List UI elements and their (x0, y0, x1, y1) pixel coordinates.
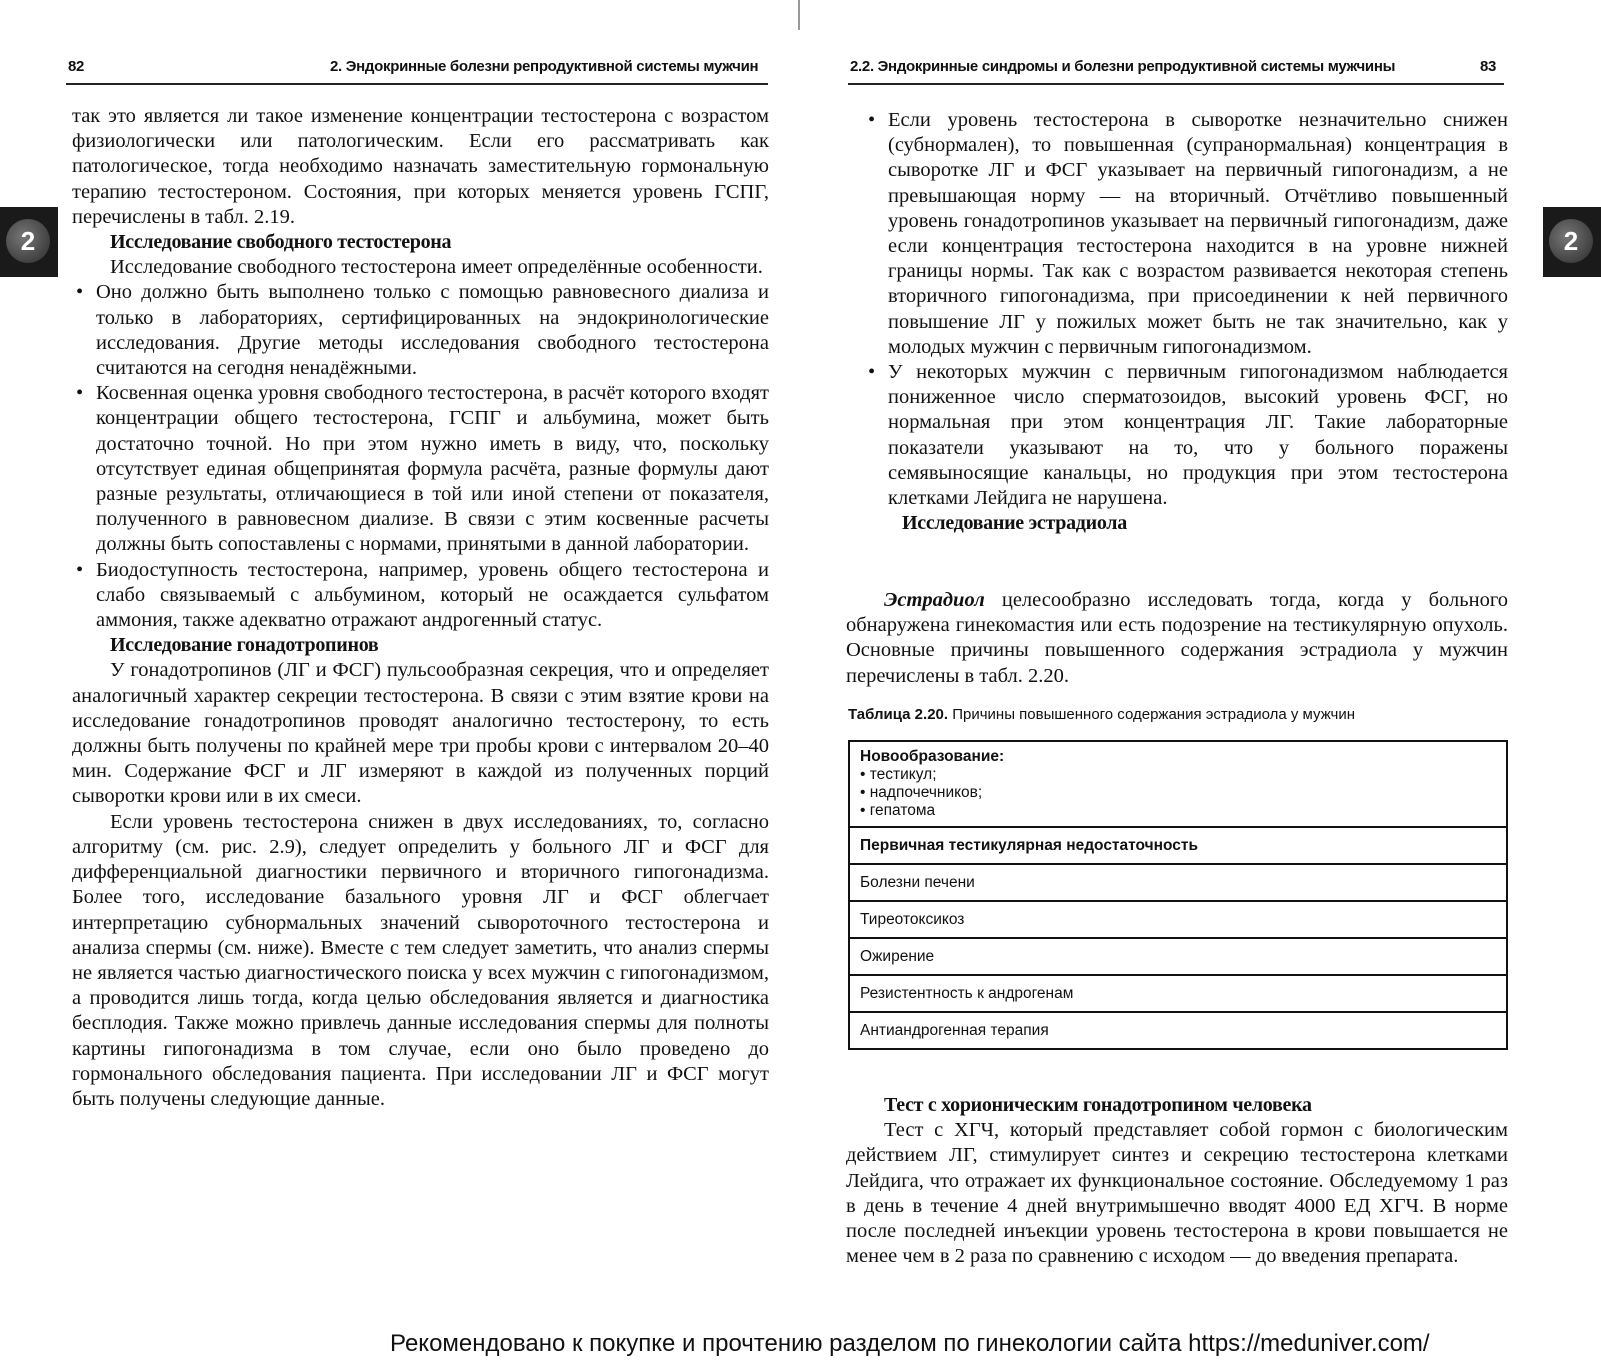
paragraph: так это является ли такое изменение концентрации тестостерона с возрастом физиологически или патологическим. Если его рассматривать как патологическое, тогда необходимо назначать заместительную гормональную терапию тестостероном. Состояния, при которых меняется уровень ГСПГ, перечислены в табл. 2.19. (72, 105, 769, 228)
table-first-list (860, 766, 1496, 820)
section-heading: Исследование свободного тестостерона (110, 231, 452, 254)
table-row (849, 827, 1507, 864)
left-body-text (72, 104, 769, 1112)
list-item: • Оно должно быть выполнено только с помощью равновесного диализа и только в лабораториях, сертифицированных на эндокринологические исследования. Другие методы исследования свободного тестостерона считаются на сегодня ненадёжными. (72, 280, 769, 381)
table-cell: Антиандрогенная терапия (849, 1012, 1507, 1049)
table-row (849, 938, 1507, 975)
section-heading: Исследование гонадотропинов (110, 634, 379, 657)
table-first-header: Новообразование: (860, 748, 1005, 765)
table-caption-text: Причины повышенного содержания эстрадиола у мужчин (948, 706, 1356, 723)
table-cell: Резистентность к андрогенам (849, 975, 1507, 1012)
table-row (849, 1012, 1507, 1049)
left-header-rule (66, 83, 768, 85)
section-heading: Исследование эстрадиола (902, 512, 1127, 535)
paragraph: У гонадотропинов (ЛГ и ФСГ) пульсообразная секреция, что и определяет аналогичный характер секреции тестостерона. В связи с этим взятие крови на исследование гонадотропинов проводят аналогично тестостерону, то есть должны быть получены по крайней мере три пробы крови с интервалом 20–40 мин. Содержание ФСГ и ЛГ измеряют в каждой из полученных порций сыворотки крови или в их смеси. (72, 659, 769, 808)
list-item: • Если уровень тестостерона в сыворотке незначительно снижен (субнормален), то повышенная (супранормальная) концентрация в сыворотке ЛГ и ФСГ указывает на первичный гипогонадизм, а не превышающая норму — на вторичный. Отчётливо повышенный уровень гонадотропинов указывает на первичный гипогонадизм, даже если концентрация тестостерона находится в на уровне нижней границы нормы. Так как с возрастом развивается некоторая степень вторичного гипогонадизма, при присоединении к ней первичного повышение ЛГ у пожилых может быть не так значительно, как у молодых мужчин с первичным гипогонадизмом. (864, 108, 1508, 360)
list-item: • Косвенная оценка уровня свободного тестостерона, в расчёт которого входят концентрации общего тестостерона, ГСПГ и альбумина, может быть достаточно точной. Но при этом нужно иметь в виду, что, поскольку отсутствует единая общепринятая формула расчёта, разные формулы дают разные результаты, отличающиеся в той или иной степени от показателя, полученного в равновесном диализе. В связи с этим косвенные расчеты должны быть сопоставлены с нормами, принятыми в данной лаборатории. (72, 381, 769, 557)
right-chapter-tab (1543, 207, 1601, 277)
table-list-item: • тестикул; (860, 766, 1496, 784)
estradiol-term: Эстрадиол (884, 589, 985, 611)
estradiol-paragraph (846, 588, 1508, 689)
estradiol-text: целесообразно исследовать тогда, когда у больного обнаружена гинекомастия или есть подозрение на тестикулярную опухоль. Основные причины повышенного содержания эстрадиола у мужчин перечислены в табл. 2.20. (846, 589, 1508, 687)
table-cell: Первичная тестикулярная недостаточность (849, 827, 1507, 864)
left-page-number: 82 (68, 58, 85, 75)
right-page (800, 0, 1601, 1330)
hcg-test-section (846, 1093, 1508, 1269)
paragraph: Тест с ХГЧ, который представляет собой гормон с биологическим действием ЛГ, стимулирует синтез и секрецию тестостерона клетками Лейдига, что отражает их функциональное состояние. Обследуемому 1 раз в день в течение 4 дней внутримышечно вводят 4000 ЕД ХГЧ. В норме после последней инъекции уровень тестостерона в крови повышается не менее чем в 2 раза по сравнению с исходом — до введения препарата. (846, 1119, 1508, 1268)
right-body-text (864, 108, 1508, 536)
table-row (849, 741, 1507, 827)
paragraph: Если уровень тестостерона снижен в двух исследованиях, то, согласно алгоритму (см. рис. 2.9), следует определить у больного ЛГ и ФСГ для дифференциальной диагностики первичного и вторичного гипогонадизма. Более того, исследование базального уровня ЛГ и ФСГ облегчает интерпретацию субнормальных значений сывороточного тестостерона и анализа спермы (см. ниже). Вместе с тем следует заметить, что анализ спермы не является частью диагностического поиска у всех мужчин с гипогонадизмом, а проводится лишь тогда, когда целью обследования является и диагностика бесплодия. Также можно привлечь данные исследования спермы для полноты картины гипогонадизма в том случае, если оно было проведено до гормонального обследования пациента. При исследовании ЛГ и ФСГ могут быть получены следующие данные. (72, 810, 769, 1110)
list-item: • Биодоступность тестостерона, например, уровень общего тестостерона и слабо связываемый с альбумином, который не осаждается сульфатом аммония, также адекватно отражают андрогенный статус. (72, 558, 769, 634)
list-item: • У некоторых мужчин с первичным гипогонадизмом наблюдается пониженное число сперматозоидов, высокий уровень ФСГ, но нормальная при этом концентрация ЛГ. Такие лабораторные показатели указывают на то, что у больного поражены семявыносящие канальцы, но продукция при этом тестостерона клетками Лейдига не нарушена. (864, 360, 1508, 511)
bullet-list (72, 280, 769, 633)
table-row (849, 901, 1507, 938)
table-cell: Ожирение (849, 938, 1507, 975)
bullet-list (864, 108, 1508, 511)
table-list-item: • надпочечников; (860, 784, 1496, 802)
table-row (849, 864, 1507, 901)
footer-recommendation: Рекомендовано к покупке и прочтению разделом по гинекологии сайта https://meduniver.com/ (390, 1330, 1430, 1357)
right-page-number: 83 (1480, 58, 1497, 75)
left-chapter-tab (0, 207, 58, 277)
table-cell-neoplasm (849, 741, 1507, 827)
paragraph: Исследование свободного тестостерона имеет определённые особенности. (110, 256, 763, 279)
left-running-header: 2. Эндокринные болезни репродуктивной системы мужчин (330, 58, 759, 75)
left-chapter-tab-number: 2 (6, 219, 50, 263)
estradiol-causes-table (848, 740, 1508, 1050)
table-caption (848, 706, 1355, 723)
table-cell: Болезни печени (849, 864, 1507, 901)
table-row (849, 975, 1507, 1012)
right-running-header: 2.2. Эндокринные синдромы и болезни репродуктивной системы мужчины (850, 58, 1396, 75)
section-heading: Тест с хорионическим гонадотропином человека (884, 1094, 1312, 1116)
right-header-rule (848, 83, 1504, 85)
left-page (0, 0, 800, 1330)
table-cell: Тиреотоксикоз (849, 901, 1507, 938)
right-chapter-tab-number: 2 (1549, 219, 1593, 263)
table-caption-label: Таблица 2.20. (848, 706, 949, 723)
table-list-item: • гепатома (860, 802, 1496, 820)
